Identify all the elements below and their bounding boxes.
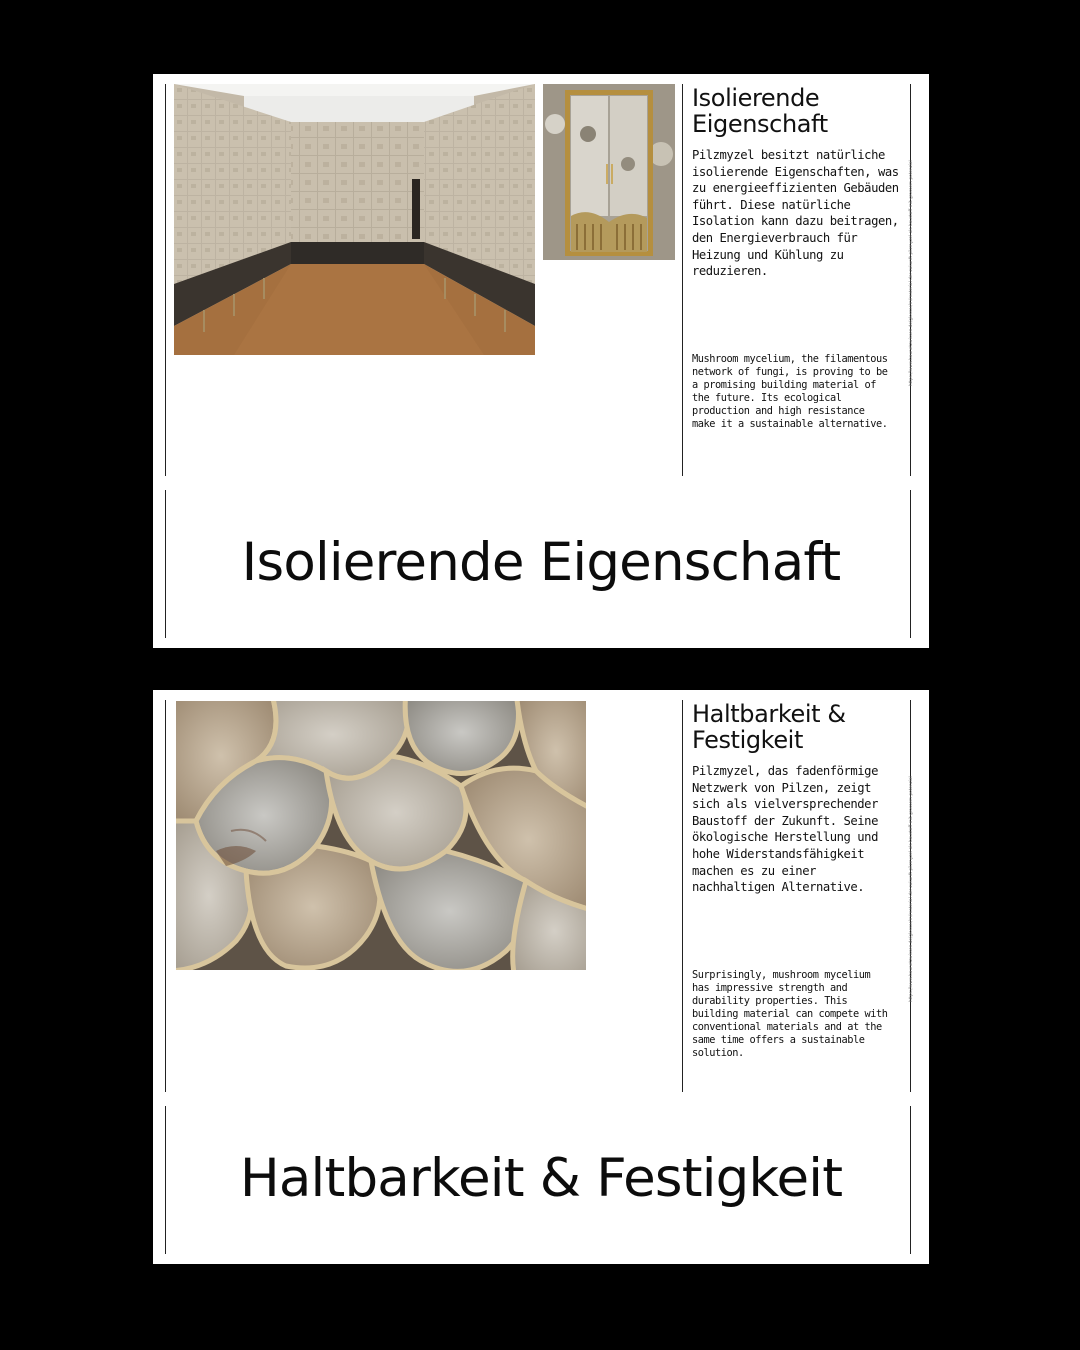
description-english: Mushroom mycelium, the filamentous network of fungi, is proving to be a promising building material of the future. Its ecological production and high resistance make it a sustainable alternative. [692,353,888,430]
frame-line-middle [682,84,683,476]
slide-card-insulation [153,74,929,648]
big-title: Isolierende Eigenschaft [241,532,841,593]
description-german: Pilzmyzel, das fadenförmige Netzwerk von Pilzen, zeigt sich als vielversprechender Baustoff der Zukunft. Seine ökologische Herstellung und hohe Widerstandsfähigkeit machen es zu einer nachhaltigen Alternative. [692,764,878,895]
description-english: Surprisingly, mushroom mycelium has impressive strength and durability properties. This building material can compete with conventional materials and at the same time offers a sustainable solution. [692,969,888,1059]
mycelium-door-photo [543,84,675,260]
frame-line-left [165,700,166,1092]
mycelium-tiles-photo [176,701,586,970]
frame-line-left [165,84,166,476]
mycelium-room-photo [174,84,535,355]
frame-line-middle [682,700,683,1092]
description-german: Pilzmyzel besitzt natürliche isolierende Eigenschaften, was zu energieeffizienten Gebäuden führt. Diese natürliche Isolation kann dazu beitragen, den Energieverbrauch für Heizung und Kühlung zu reduzieren. [692,148,899,279]
source-url: https://www.baunetzwissen.de/glossar/m/material-der-zukunft-pilzmyzel-als-baustoff-mit-grossem-potenzial [908,776,913,1002]
section-heading: Isolierende Eigenschaft [692,84,828,138]
source-url: https://www.baunetzwissen.de/glossar/m/material-der-zukunft-pilzmyzel-als-baustoff-mit-grossem-potenzial [908,160,913,386]
slide-card-durability [153,690,929,1264]
big-title: Haltbarkeit & Festigkeit [239,1148,843,1209]
section-heading: Haltbarkeit & Festigkeit [692,700,846,754]
